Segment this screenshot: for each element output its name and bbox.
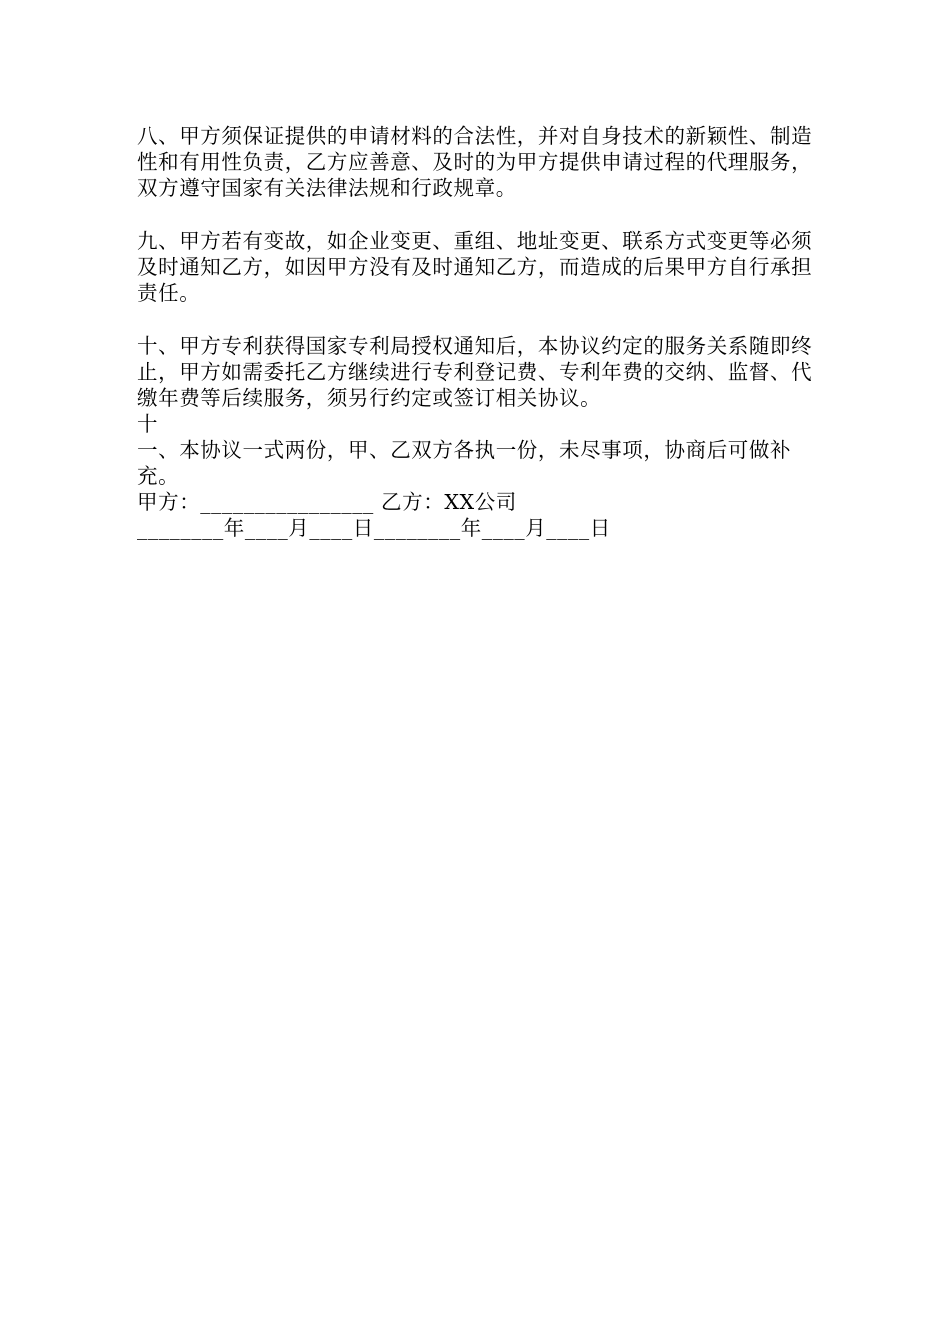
clause-11-number: 十 [137, 412, 159, 436]
paragraph-gap [137, 306, 817, 333]
document-body [137, 123, 817, 541]
clause-9: 九、甲方若有变故，如企业变更、重组、地址变更、联系方式变更等必须及时通知乙方，如因甲方没有及时通知乙方，而造成的后果甲方自行承担责任。 [137, 229, 813, 305]
clause-11: 一、本协议一式两份，甲、乙双方各执一份，未尽事项，协商后可做补充。 [137, 438, 792, 488]
signature-dates: ________年____月____日________年____月____日 [137, 516, 611, 540]
signature-parties: 甲方：________________ 乙方：XX公司 [137, 490, 517, 514]
paragraph-gap [137, 201, 817, 228]
clause-10: 十、甲方专利获得国家专利局授权通知后，本协议约定的服务关系随即终止，甲方如需委托乙方继续进行专利登记费、专利年费的交纳、监督、代缴年费等后续服务，须另行约定或签订相关协议。 [137, 334, 813, 410]
clause-8: 八、甲方须保证提供的申请材料的合法性，并对自身技术的新颖性、制造性和有用性负责，乙方应善意、及时的为甲方提供申请过程的代理服务，双方遵守国家有关法律法规和行政规章。 [137, 124, 813, 200]
